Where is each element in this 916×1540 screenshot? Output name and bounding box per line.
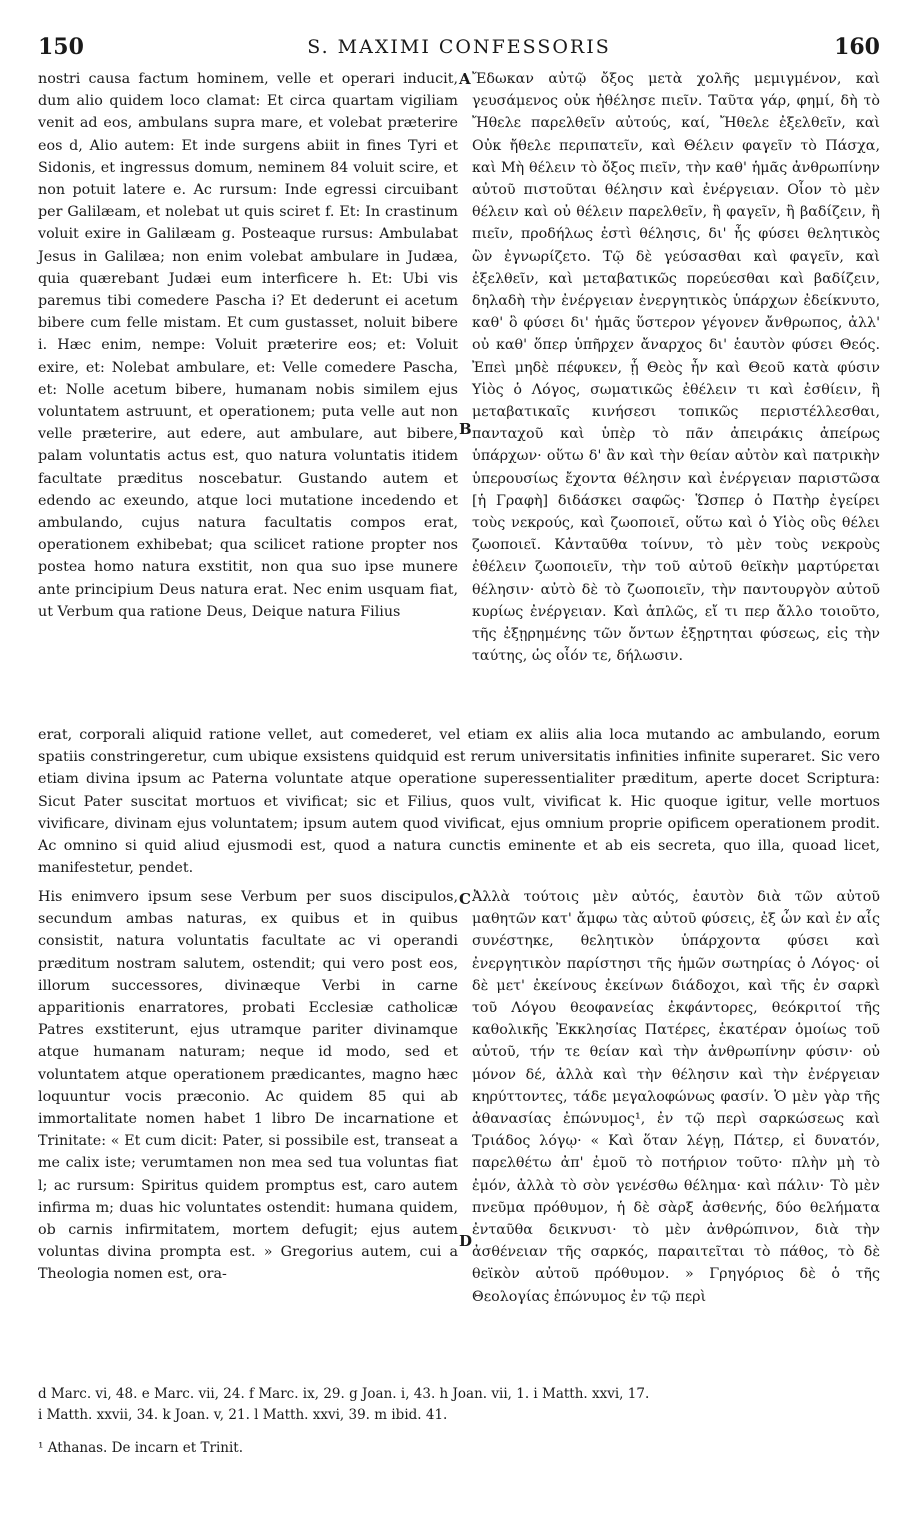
- page-header: [38, 34, 880, 64]
- greek-column-c: Ἀλλὰ τούτοις μὲν αὐτός, ἑαυτὸν διὰ τῶν αὐτοῦ μαθητῶν κατ' ἄμφω τὰς αὐτοῦ φύσεις, ἐξ ὧν καὶ ἐν αἷς συνέστηκε, θελητικὸν ὑπάρχοντα φύσει καὶ ἐνεργητικὸν παρίστησι τῆς ἡμῶν σωτηρίας ὁ Λόγος· οἱ δὲ μετ' ἐκείνους ἐκείνων διάδοχοι, καὶ τῆς ἐν σαρκὶ τοῦ Λόγου θεοφανείας ἐκφάντορες, θεόκριτοί τῆς καθολικῆς Ἐκκλησίας Πατέρες, ἑκατέραν ὁμοίως τοῦ αὐτοῦ, τήν τε θείαν καὶ τὴν ἀνθρωπίνην φύσιν· οὐ μόνον δέ, ἀλλὰ καὶ τὴν θέλησιν καὶ τὴν ἐνέργειαν κηρύττοντες, τάδε μεγαλοφώνως φασίν. Ὁ μὲν γὰρ τῆς ἀθανασίας ἐπώνυμος¹, ἐν τῷ περὶ σαρκώσεως καὶ Τριάδος λόγῳ· « Καὶ ὅταν λέγῃ, Πάτερ, εἰ δυνατόν, παρελθέτω ἀπ' ἐμοῦ τὸ ποτήριον τοῦτο· πλὴν μὴ τὸ ἐμόν, ἀλλὰ τὸ σὸν γενέσθω θέλημα· καὶ πάλιν· Τὸ μὲν πνεῦμα πρόθυμον, ἡ δὲ σὰρξ ἀσθενής, δύο θελήματα ἐνταῦθα δεικνυσι· τὸ μὲν ἀνθρώπινον, διὰ τὴν ἀσθένειαν τῆς σαρκός, παραιτεῖται τὸ πάθος, τὸ δὲ θεϊκὸν αὐτοῦ πρόθυμον. » Γρηγόριος δὲ ὁ τῆς Θεολογίας ἐπώνυμος ἐν τῷ περὶ: [472, 889, 880, 1305]
- latin-full-width-paragraph: erat, corporali aliquid ratione vellet, aut comederet, vel etiam ex aliis alia loca mutando ac ambulando, eorum spatiis constringeretur, cum ubique exsistens quidquid est rerum universitatis infinities infinite superaret. Sic vero etiam divina ipsum ac Paterna voluntate atque operatione superessentialiter præditum, aperte docet Scriptura: Sicut Pater suscitat mortuos et vivificat; sic et Filius, quos vult, vivificat k. Hic quoque igitur, velle mortuos vivificare, divinam ejus voluntatem; ipsum autem quod vivificat, ejus omnium proprie opificem operationem prodit. Ac omnino si quid aliud ejusmodi est, quod a natura cunctis eminente et ab eis secreta, quo illa, quoad licet, manifestetur, pendet.: [38, 727, 880, 877]
- page-number-left: 150: [38, 34, 84, 60]
- section-marker-b: B: [459, 420, 472, 438]
- page-number-right: 160: [834, 34, 880, 60]
- running-title: S. MAXIMI CONFESSORIS: [307, 36, 611, 58]
- section-marker-d: D: [459, 1232, 473, 1250]
- footnote-row: i Matth. xxvii, 34. k Joan. v, 21. l Matth. xxvi, 39. m ibid. 41.: [38, 1407, 448, 1423]
- footnote-row: d Marc. vi, 48. e Marc. vii, 24. f Marc. ix, 29. g Joan. i, 43. h Joan. vii, 1. i Matth. xxvi, 17.: [38, 1386, 650, 1402]
- greek-column-a: Ἔδωκαν αὐτῷ ὄξος μετὰ χολῆς μεμιγμένον, καὶ γευσάμενος οὐκ ἠθέλησε πιεῖν. Ταῦτα γάρ, φημί, δὴ τὸ Ἤθελε παρελθεῖν αὐτούς, καί, Ἤθελε ἐξελθεῖν, καὶ Οὐκ ἤθελε περιπατεῖν, καὶ Θέλειν φαγεῖν τὸ Πάσχα, καὶ Μὴ θέλειν τὸ ὄξος πιεῖν, τὴν καθ' ἡμᾶς ἀνθρωπίνην αὐτοῦ πιστοῦται θέλησιν καὶ ἐνέργειαν. Οἷον τὸ μὲν θέλειν καὶ οὐ θέλειν παρελθεῖν, ἢ φαγεῖν, ἢ βαδίζειν, ἢ πιεῖν, προδήλως ἐστὶ θέλησις, δι' ἧς φύσει θελητικὸς ὢν ἐγνωρίζετο. Τῷ δὲ γεύσασθαι καὶ φαγεῖν, καὶ ἐξελθεῖν, καὶ μεταβατικῶς πορεύεσθαι καὶ βαδίζειν, δηλαδὴ τὴν ἐνέργειαν ἐνεργητικὸς ὑπάρχων ἐδείκνυτο, καθ' ὃ φύσει δι' ἡμᾶς ὕστερον γέγονεν ἄνθρωπος, ἀλλ' οὐ καθ' ὅπερ ὑπῆρχεν ἄναρχος δι' ἑαυτὸν φύσει Θεός. Ἐπεὶ μηδὲ πέφυκεν, ᾗ Θεὸς ἦν καὶ Θεοῦ κατὰ φύσιν Υἱὸς ὁ Λόγος, σωματικῶς ἐθέλειν τι καὶ ἐσθίειν, ἢ μεταβατικαῖς κινήσεσι τοπικῶς περιστέλλεσθαι, πανταχοῦ καὶ ὑπὲρ τὸ πᾶν ἀπειράκις ἀπείρως ὑπάρχων· οὕτω δ' ἂν καὶ τὴν θείαν αὐτὸν καὶ πατρικὴν ὑπερουσίως ἔχοντα θέλησιν καὶ ἐνέργειαν παριστῶσα [ἡ Γραφὴ] διδάσκει σαφῶς· Ὥσπερ ὁ Πατὴρ ἐγείρει τοὺς νεκρούς, καὶ ζωοποιεῖ, οὕτω καὶ ὁ Υἱὸς οὓς θέλει ζωοποιεῖ. Κἀνταῦθα τοίνυν, τὸ μὲν τοὺς νεκροὺς ἐθέλειν ζωοποιεῖν, τὴν τοῦ αὐτοῦ θεϊκὴν μαρτύρεται θέλησιν· αὐτὸ δὲ τὸ ζωοποιεῖν, τὴν παντουργὸν αὐτοῦ κυρίως ἐνέργειαν. Καὶ ἁπλῶς, εἴ τι περ ἄλλο τοιοῦτο, τῆς ἐξῃρημένης τῶν ὄντων ἐξῃρτηται φύσεως, εἰς τὴν ταύτης, ὡς οἷόν τε, δήλωσιν.: [472, 71, 880, 665]
- latin-column-c: His enimvero ipsum sese Verbum per suos discipulos, secundum ambas naturas, ex quibus et in quibus consistit, natura voluntatis facultate ac vi operandi præditum nostram salutem, ostendit; qui vero post eos, illorum successores, divinæque Verbi in carne apparitionis enarratores, probati Ecclesiæ catholicæ Patres exstiterunt, ejus utramque pariter divinamque atque humanam naturam; neque id modo, sed et voluntatem atque operationem prædicantes, magno hæc loquuntur vocis præconio. Ac quidem 85 qui ab immortalitate nomen habet 1 libro De incarnatione et Trinitate: « Et cum dicit: Pater, si possibile est, transeat a me calix iste; verumtamen non mea sed tua voluntas fiat l; ac rursum: Spiritus quidem promptus est, caro autem infirma m; duas hic voluntates ostendit: humana quidem, ob carnis infirmitatem, mortem defugit; ejus autem voluntas divina prompta est. » Gregorius autem, cui a Theologia nomen est, ora-: [38, 889, 458, 1283]
- section-marker-a: A: [459, 70, 471, 88]
- footnotes: [38, 1384, 880, 1459]
- section-marker-c: C: [459, 890, 471, 908]
- latin-column-a: nostri causa factum hominem, velle et operari inducit, dum alio quidem loco clamat: Et circa quartam vigiliam venit ad eos, ambulans supra mare, et volebat præterire eos d, Alio autem: Et inde surgens abiit in fines Tyri et Sidonis, et ingressus domum, neminem 84 voluit scire, et non potuit latere e. Ac rursum: Inde egressi circuibant per Galilæam, et nolebat ut quis sciret f. Et: In crastinum voluit exire in Galilæam g. Posteaque rursus: Ambulabat Jesus in Galilæa; non enim volebat ambulare in Judæa, quia quærebant Judæi eum interficere h. Et: Ubi vis paremus tibi comedere Pascha i? Et dederunt ei acetum bibere cum felle mistam. Et cum gustasset, noluit bibere i. Hæc enim, nempe: Voluit præterire eos; et: Voluit exire, et: Nolebat ambulare, et: Velle comedere Pascha, et: Nolle acetum bibere, humanam nobis similem ejus voluntatem astruunt, et operationem; puta velle aut non velle præterire, aut edere, aut ambulare, aut bibere, palam voluntatis actus est, quo natura voluntatis itidem facultate præditus noscebatur. Gustando autem et edendo ac exeundo, atque loci mutatione incedendo et ambulando, cujus natura facultatis compos erat, operationem exhibebat; qua scilicet ratione propter nos postea homo natura exstitit, non qua suo ipse munere ante principium Deus natura erat. Nec enim usquam fiat, ut Verbum qua ratione Deus, Deique natura Filius: [38, 71, 458, 620]
- footnote-row: ¹ Athanas. De incarn et Trinit.: [38, 1440, 244, 1456]
